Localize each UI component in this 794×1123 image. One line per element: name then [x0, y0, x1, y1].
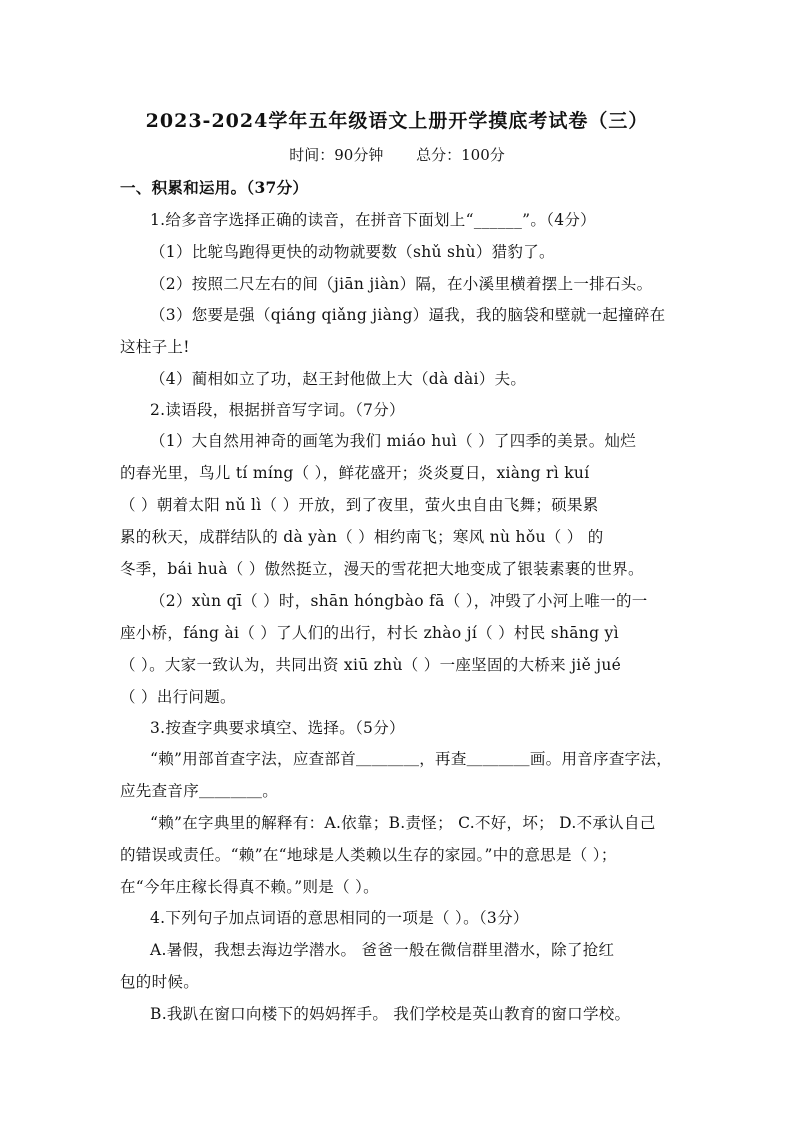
exam-time: 时间：90分钟	[289, 146, 384, 164]
q2-line: （ ）朝着太阳 nǔ lì（ ）开放，到了夜里，萤火虫自由飞舞；硕果累	[120, 496, 599, 514]
q2-line: 的春光里，鸟儿 tí míng（ ），鲜花盛开；炎炎夏日，xiàng rì kuí	[120, 464, 590, 482]
q2-line: （ ）出行问题。	[120, 688, 236, 706]
q2-line: 冬季，bái huà（ ）傲然挺立，漫天的雪花把大地变成了银装素裹的世界。	[120, 560, 644, 578]
q2-line: 累的秋天，成群结队的 dà yàn（ ）相约南飞；寒风 nù hǒu（ ） 的	[120, 528, 604, 546]
q3-line: “赖”用部首查字法，应查部首＿＿＿＿，再查＿＿＿＿画。用音序查字法，	[150, 750, 673, 768]
q2-stem: 2.读语段，根据拼音写字词。（7分）	[150, 401, 405, 419]
q4-option-a: A.暑假，我想去海边学潜水。 爸爸一般在微信群里潜水，除了抢红	[150, 941, 615, 959]
q1-item: （4）蔺相如立了功，赵王封他做上大（dà dài）夫。	[150, 370, 527, 388]
q2-line: （2）xùn qī（ ）时，shān hóngbào fā（ ），冲毁了小河上唯一的一	[150, 592, 648, 610]
q2-line: （ ）。大家一致认为，共同出资 xiū zhù（ ）一座坚固的大桥来 jiě jué	[120, 656, 622, 674]
q3-line: 的错误或责任。“赖”在“地球是人类赖以生存的家园。”中的意思是（ ）；	[120, 846, 617, 864]
exam-title: 2023-2024学年五年级语文上册开学摸底考试卷（三）	[145, 110, 649, 132]
q4-stem: 4.下列句子加点词语的意思相同的一项是（ ）。（3分）	[150, 909, 529, 927]
q4-option-a-cont: 包的时候。	[120, 973, 200, 991]
q1-item: 这柱子上!	[120, 338, 190, 356]
q2-line: （1）大自然用神奇的画笔为我们 miáo huì（ ）了四季的美景。灿烂	[150, 432, 637, 450]
q2-line: 座小桥，fáng ài（ ）了人们的出行，村长 zhào jí（ ）村民 shāng yì	[120, 624, 619, 642]
exam-score: 总分：100分	[416, 146, 505, 164]
q3-line: 在“今年庄稼长得真不赖。”则是（ ）。	[120, 878, 379, 896]
q1-item: （3）您要是强（qiáng qiǎng jiàng）逼我，我的脑袋和壁就一起撞碎在	[150, 306, 666, 324]
exam-subtitle	[0, 144, 794, 165]
q3-line: “赖”在字典里的解释有：A.依靠；B.责怪； C.不好，坏； D.不承认自己	[150, 814, 656, 832]
q1-item: （1）比鸵鸟跑得更快的动物就要数（shǔ shù）猎豹了。	[150, 243, 555, 261]
q4-option-b: B.我趴在窗口向楼下的妈妈挥手。 我们学校是英山教育的窗口学校。	[150, 1005, 631, 1023]
section-heading: 一、积累和运用。（37分）	[120, 178, 309, 197]
q3-line: 应先查音序＿＿＿＿。	[120, 782, 279, 800]
q1-stem: 1.给多音字选择正确的读音，在拼音下面划上“______”。（4分）	[150, 211, 596, 229]
q1-item: （2）按照二尺左右的间（jiān jiàn）隔，在小溪里横着摆上一排石头。	[150, 275, 653, 293]
q3-stem: 3.按查字典要求填空、选择。（5分）	[150, 719, 405, 737]
